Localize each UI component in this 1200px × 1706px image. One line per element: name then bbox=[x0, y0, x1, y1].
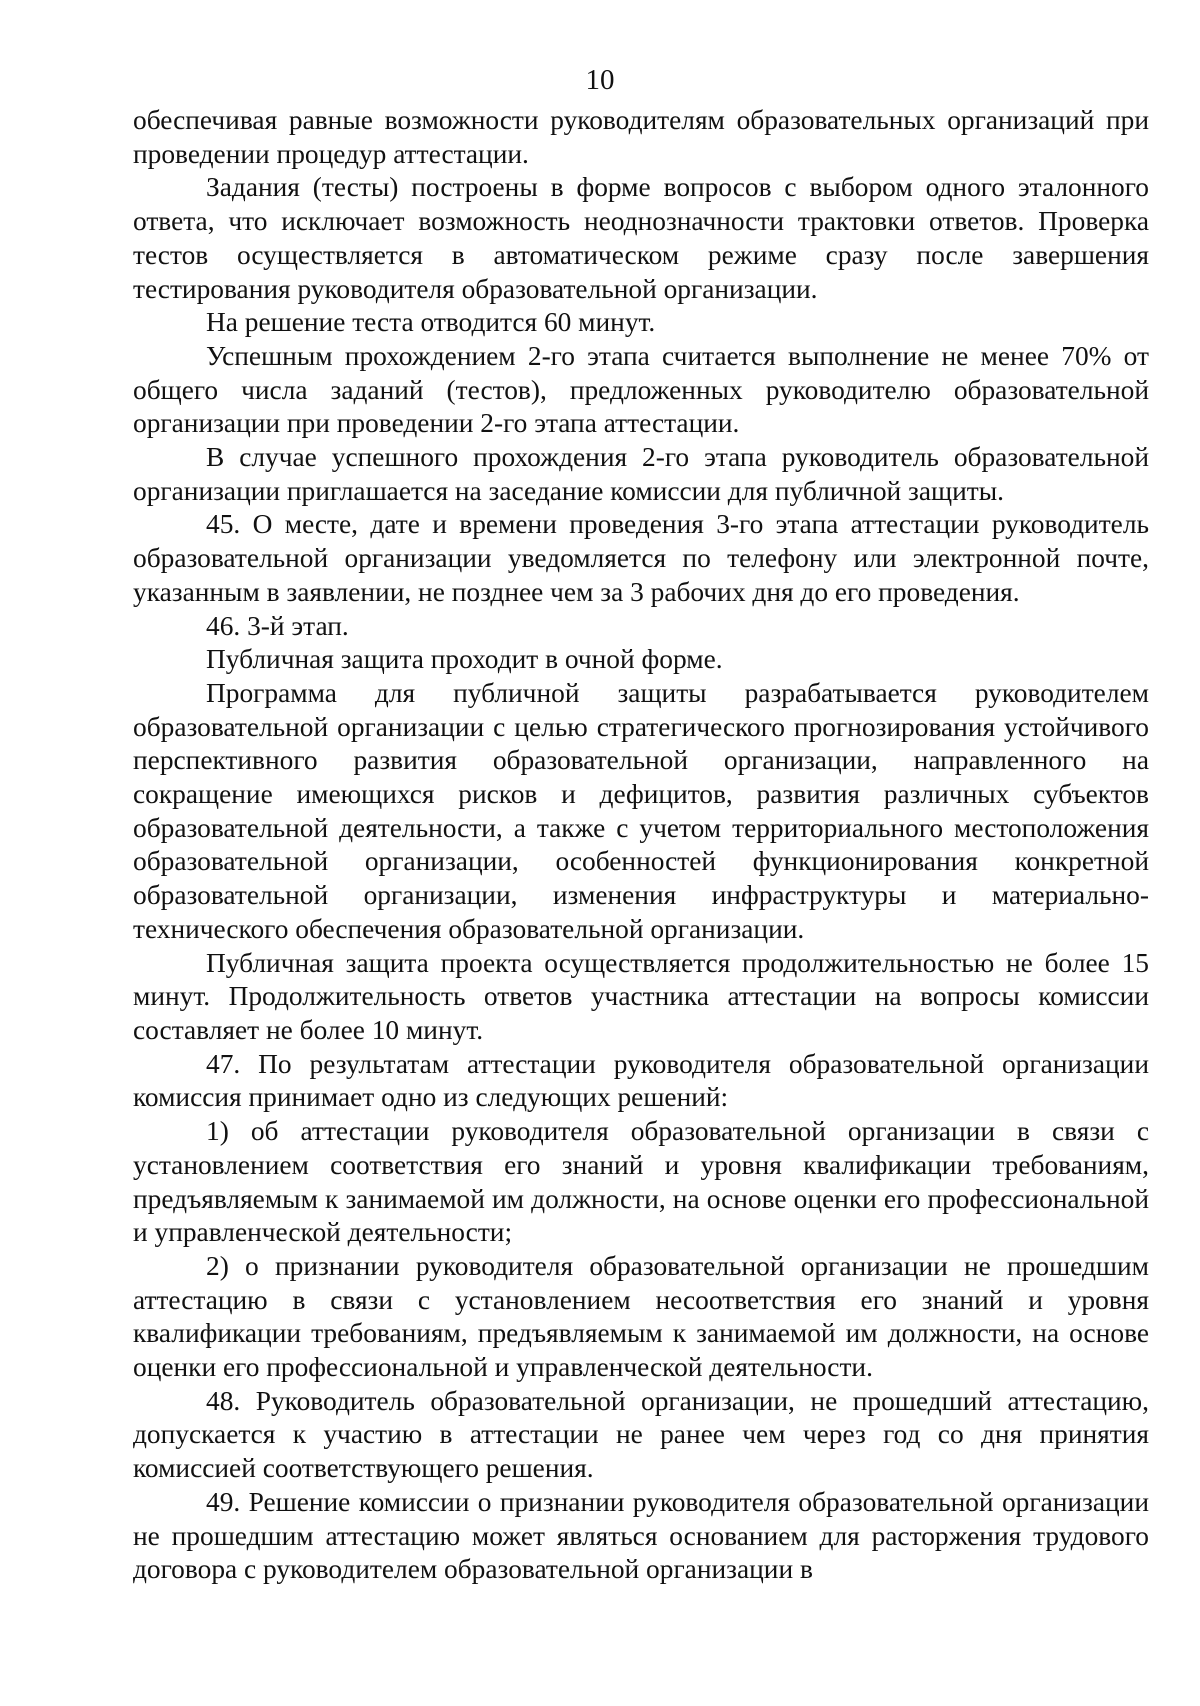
paragraph: Программа для публичной защиты разрабатывается руководителем образовательной организации с целью стратегического прогнозирования устойчивого перспективного развития образовательной организации, направленного на сокращение имеющихся рисков и дефицитов, развития различных субъектов образовательной деятельности, а также с учетом территориального местоположения образовательной организации, особенностей функционирования конкретной образовательной организации, изменения инфраструктуры и материально-технического обеспечения образовательной организации. bbox=[133, 677, 1149, 944]
paragraph: 1) об аттестации руководителя образовательной организации в связи с установлением соответствия его знаний и уровня квалификации требованиям, предъявляемым к занимаемой им должности, на основе оценки его профессиональной и управленческой деятельности; bbox=[133, 1116, 1149, 1248]
paragraph: Публичная защита проходит в очной форме. bbox=[206, 644, 723, 675]
paragraph: обеспечивая равные возможности руководителям образовательных организаций при проведении процедур аттестации. bbox=[133, 105, 1149, 169]
paragraph: 2) о признании руководителя образовательной организации не прошедшим аттестацию в связи с установлением несоответствия его знаний и уровня квалификации требованиям, предъявляемым к занимаемой им должности, на основе оценки его профессиональной и управленческой деятельности. bbox=[133, 1250, 1149, 1383]
page-number: 10 bbox=[585, 64, 615, 96]
paragraph: 47. По результатам аттестации руководителя образовательной организации комиссия принимает одно из следующих решений: bbox=[133, 1048, 1149, 1113]
document-body bbox=[133, 104, 1149, 1587]
paragraph: Успешным прохождением 2-го этапа считается выполнение не менее 70% от общего числа заданий (тестов), предложенных руководителю образовательной организации при проведении 2-го этапа аттестации. bbox=[133, 340, 1149, 439]
paragraph: 48. Руководитель образовательной организации, не прошедший аттестацию, допускается к участию в аттестации не ранее чем через год со дня принятия комиссией соответствующего решения. bbox=[133, 1385, 1149, 1484]
paragraph: Задания (тесты) построены в форме вопросов с выбором одного эталонного ответа, что исключает возможность неоднозначности трактовки ответов. Проверка тестов осуществляется в автоматическом режиме сразу после завершения тестирования руководителя образовательной организации. bbox=[133, 172, 1149, 304]
paragraph: В случае успешного прохождения 2-го этапа руководитель образовательной организации приглашается на заседание комиссии для публичной защиты. bbox=[133, 442, 1149, 506]
paragraph: 45. О месте, дате и времени проведения 3-го этапа аттестации руководитель образовательной организации уведомляется по телефону или электронной почте, указанным в заявлении, не позднее чем за 3 рабочих дня до его проведения. bbox=[133, 509, 1149, 607]
paragraph: Публичная защита проекта осуществляется продолжительностью не более 15 минут. Продолжительность ответов участника аттестации на вопросы комиссии составляет не более 10 минут. bbox=[133, 947, 1149, 1045]
paragraph: На решение теста отводится 60 минут. bbox=[206, 307, 656, 338]
paragraph: 46. 3-й этап. bbox=[206, 610, 349, 641]
paragraph: 49. Решение комиссии о признании руководителя образовательной организации не прошедшим аттестацию может являться основанием для расторжения трудового договора с руководителем образовательной организации в bbox=[133, 1486, 1149, 1585]
